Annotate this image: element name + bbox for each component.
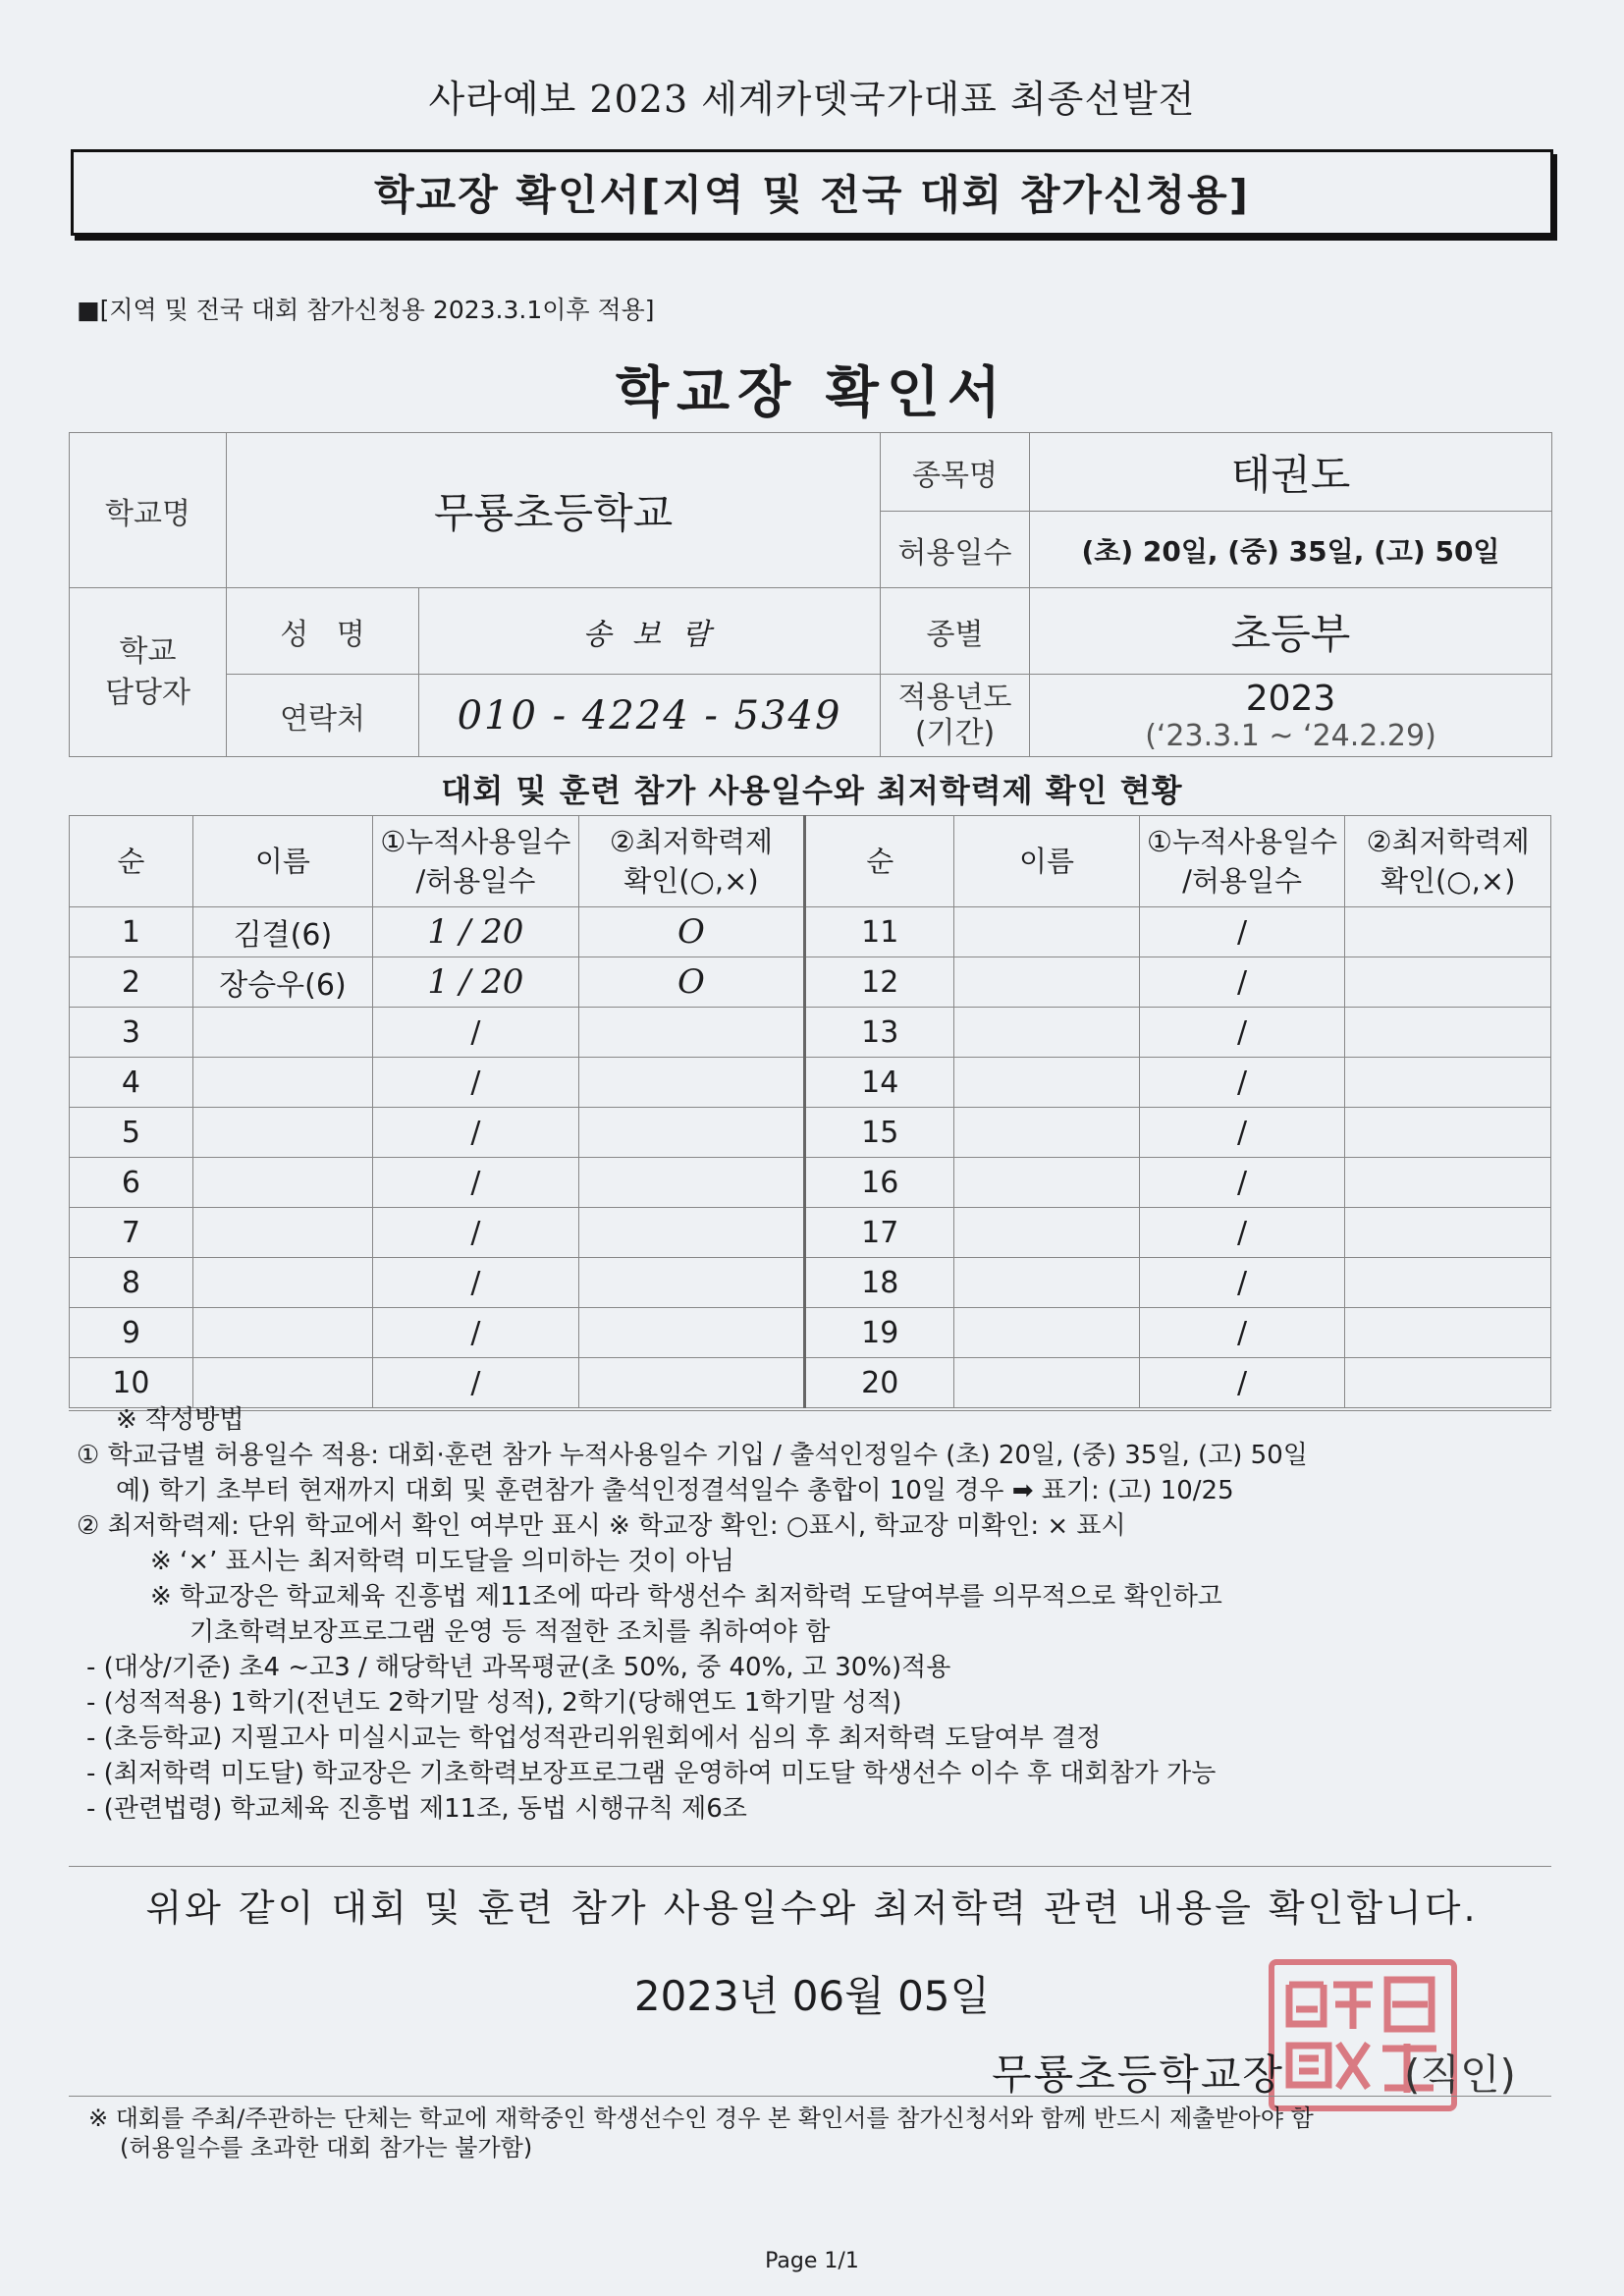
document-title: 학교장 확인서[지역 및 전국 대회 참가신청용] bbox=[374, 171, 1250, 219]
cell-no: 19 bbox=[805, 1308, 954, 1358]
cell-no: 18 bbox=[805, 1258, 954, 1308]
school-label: 학교명 bbox=[70, 433, 227, 588]
divider bbox=[69, 2096, 1551, 2097]
participation-table bbox=[69, 815, 1551, 1408]
period-value: (‘23.3.1 ~ ‘24.2.29) bbox=[1145, 718, 1436, 753]
allowed-days-value: (초) 20일, (중) 35일, (고) 50일 bbox=[1030, 512, 1552, 588]
cell-days: / bbox=[1139, 1258, 1345, 1308]
cell-days: 1 / 20 bbox=[373, 957, 579, 1008]
school-name: 무룡초등학교 bbox=[227, 433, 881, 588]
cell-check bbox=[578, 1308, 805, 1358]
cell-no: 16 bbox=[805, 1158, 954, 1208]
contact-value: 010 - 4224 - 5349 bbox=[419, 675, 881, 757]
cell-check bbox=[578, 1008, 805, 1058]
table-row bbox=[70, 1308, 1551, 1358]
cell-name bbox=[954, 1108, 1140, 1158]
cell-no: 9 bbox=[70, 1308, 193, 1358]
document-title-box bbox=[71, 149, 1553, 236]
footnote-line: ※ 대회를 주최/주관하는 단체는 학교에 재학중인 학생선수인 경우 본 확인서를 참가신청서와 함께 반드시 제출받아야 함 bbox=[88, 2105, 1314, 2132]
year-cell bbox=[1030, 675, 1552, 757]
staff-name-signature: 송 보 람 bbox=[419, 588, 881, 675]
info-table bbox=[69, 432, 1552, 757]
instruction-line: - (관련법령) 학교체육 진흥법 제11조, 동법 시행규칙 제6조 bbox=[86, 1794, 747, 1824]
cell-name bbox=[954, 907, 1140, 957]
col-no-header: 순 bbox=[805, 816, 954, 907]
seal-label: (직인) bbox=[1404, 2050, 1516, 2099]
cell-name bbox=[954, 1058, 1140, 1108]
cell-check bbox=[1345, 1258, 1551, 1308]
cell-days: / bbox=[373, 1358, 579, 1408]
cell-check bbox=[578, 1358, 805, 1408]
staff-label: 학교 담당자 bbox=[70, 588, 227, 757]
instruction-line: - (대상/기준) 초4 ~고3 / 해당학년 과목평균(초 50%, 중 40%, 고 30%)적용 bbox=[86, 1653, 951, 1682]
cell-no: 12 bbox=[805, 957, 954, 1008]
cell-no: 6 bbox=[70, 1158, 193, 1208]
cell-days: / bbox=[373, 1208, 579, 1258]
instruction-line: 기초학력보장프로그램 운영 등 적절한 조치를 취하여야 함 bbox=[189, 1617, 831, 1647]
cell-days: / bbox=[1139, 957, 1345, 1008]
cell-check bbox=[1345, 957, 1551, 1008]
cell-days: / bbox=[1139, 1108, 1345, 1158]
cell-name bbox=[192, 1308, 372, 1358]
cell-name bbox=[954, 1358, 1140, 1408]
col-days-header: ①누적사용일수 /허용일수 bbox=[1139, 816, 1345, 907]
instructions bbox=[77, 1402, 1549, 1827]
footnote-line: (허용일수를 초과한 대회 참가는 불가함) bbox=[120, 2134, 533, 2161]
instruction-line: 예) 학기 초부터 현재까지 대회 및 훈련참가 출석인정결석일수 총합이 10일 경우 ➡ 표기: (고) 10/25 bbox=[116, 1476, 1234, 1505]
category-label: 종별 bbox=[881, 588, 1030, 675]
cell-days: / bbox=[373, 1108, 579, 1158]
cell-no: 17 bbox=[805, 1208, 954, 1258]
divider bbox=[69, 1866, 1551, 1867]
cell-days: / bbox=[373, 1308, 579, 1358]
cell-days: / bbox=[373, 1258, 579, 1308]
col-check-header: ②최저학력제 확인(○,×) bbox=[578, 816, 805, 907]
cell-no: 13 bbox=[805, 1008, 954, 1058]
cell-no: 7 bbox=[70, 1208, 193, 1258]
cell-check bbox=[578, 1208, 805, 1258]
col-check-header: ②최저학력제 확인(○,×) bbox=[1345, 816, 1551, 907]
table-row bbox=[70, 1108, 1551, 1158]
cell-name bbox=[954, 1308, 1140, 1358]
cell-days: / bbox=[1139, 1308, 1345, 1358]
category-value: 초등부 bbox=[1030, 588, 1552, 675]
cell-name bbox=[954, 1208, 1140, 1258]
event-title: 사라예보 2023 세계카뎃국가대표 최종선발전 bbox=[428, 78, 1196, 121]
cell-check bbox=[578, 1058, 805, 1108]
cell-check bbox=[578, 1158, 805, 1208]
col-no-header: 순 bbox=[70, 816, 193, 907]
table-row bbox=[70, 1208, 1551, 1258]
cell-check: O bbox=[578, 957, 805, 1008]
cell-days: / bbox=[373, 1158, 579, 1208]
cell-name bbox=[954, 1008, 1140, 1058]
cell-days: / bbox=[373, 1058, 579, 1108]
col-name-header: 이름 bbox=[954, 816, 1140, 907]
cell-name: 장승우(6) bbox=[192, 957, 372, 1008]
cell-name bbox=[192, 1108, 372, 1158]
cell-name bbox=[192, 1208, 372, 1258]
cell-days: 1 / 20 bbox=[373, 907, 579, 957]
cell-check bbox=[1345, 1008, 1551, 1058]
cell-name bbox=[954, 957, 1140, 1008]
cell-days: / bbox=[1139, 1008, 1345, 1058]
table-row bbox=[70, 957, 1551, 1008]
allowed-days-label: 허용일수 bbox=[881, 512, 1030, 588]
cell-days: / bbox=[1139, 1158, 1345, 1208]
year-value: 2023 bbox=[1245, 678, 1336, 719]
cell-days: / bbox=[1139, 1208, 1345, 1258]
cell-name bbox=[954, 1158, 1140, 1208]
year-label: 적용년도 (기간) bbox=[881, 675, 1030, 757]
cell-name bbox=[954, 1258, 1140, 1308]
table-row bbox=[70, 1358, 1551, 1408]
instruction-line: ② 최저학력제: 단위 학교에서 확인 여부만 표시 ※ 학교장 확인: ○표시, 학교장 미확인: × 표시 bbox=[77, 1511, 1126, 1541]
page-number: Page 1/1 bbox=[765, 2249, 859, 2273]
instruction-line: ※ 작성방법 bbox=[116, 1405, 244, 1435]
cell-no: 11 bbox=[805, 907, 954, 957]
cell-days: / bbox=[373, 1008, 579, 1058]
issue-date: 2023년 06월 05일 bbox=[633, 1972, 991, 2020]
instruction-line: ① 학교급별 허용일수 적용: 대회·훈련 참가 누적사용일수 기입 / 출석인정일수 (초) 20일, (중) 35일, (고) 50일 bbox=[77, 1441, 1308, 1470]
footnote bbox=[88, 2104, 1561, 2162]
cell-name: 김결(6) bbox=[192, 907, 372, 957]
cell-no: 2 bbox=[70, 957, 193, 1008]
cell-no: 20 bbox=[805, 1358, 954, 1408]
cell-check bbox=[1345, 1208, 1551, 1258]
table-row bbox=[70, 1258, 1551, 1308]
page-title: 학교장 확인서 bbox=[615, 361, 1009, 425]
cell-no: 10 bbox=[70, 1358, 193, 1408]
cell-days: / bbox=[1139, 1058, 1345, 1108]
cell-check bbox=[1345, 907, 1551, 957]
cell-name bbox=[192, 1058, 372, 1108]
cell-no: 3 bbox=[70, 1008, 193, 1058]
cell-name bbox=[192, 1358, 372, 1408]
cell-no: 8 bbox=[70, 1258, 193, 1308]
cell-check bbox=[1345, 1308, 1551, 1358]
signer-name: 무룡초등학교장 bbox=[992, 2050, 1285, 2099]
instruction-line: ※ 학교장은 학교체육 진흥법 제11조에 따라 학생선수 최저학력 도달여부를 의무적으로 확인하고 bbox=[150, 1582, 1222, 1612]
instruction-line: - (성적적용) 1학기(전년도 2학기말 성적), 2학기(당해연도 1학기말 성적) bbox=[86, 1688, 902, 1718]
cell-days: / bbox=[1139, 907, 1345, 957]
sport-value: 태권도 bbox=[1030, 433, 1552, 512]
cell-no: 1 bbox=[70, 907, 193, 957]
cell-check bbox=[578, 1108, 805, 1158]
col-days-header: ①누적사용일수 /허용일수 bbox=[373, 816, 579, 907]
staff-name-label: 성 명 bbox=[227, 588, 419, 675]
instruction-line: - (최저학력 미도달) 학교장은 기초학력보장프로그램 운영하여 미도달 학생선수 이수 후 대회참가 가능 bbox=[86, 1759, 1217, 1788]
instruction-line: ※ ‘×’ 표시는 최저학력 미도달을 의미하는 것이 아님 bbox=[150, 1547, 735, 1576]
cell-check bbox=[1345, 1058, 1551, 1108]
cell-check bbox=[1345, 1158, 1551, 1208]
cell-name bbox=[192, 1008, 372, 1058]
cell-no: 5 bbox=[70, 1108, 193, 1158]
table-heading: 대회 및 훈련 참가 사용일수와 최저학력제 확인 현황 bbox=[441, 772, 1183, 809]
cell-name bbox=[192, 1158, 372, 1208]
table-row bbox=[70, 1008, 1551, 1058]
cell-check bbox=[1345, 1108, 1551, 1158]
cell-no: 14 bbox=[805, 1058, 954, 1108]
cell-check bbox=[578, 1258, 805, 1308]
table-row bbox=[70, 907, 1551, 957]
table-row bbox=[70, 1058, 1551, 1108]
col-name-header: 이름 bbox=[192, 816, 372, 907]
cell-check bbox=[1345, 1358, 1551, 1408]
cell-no: 15 bbox=[805, 1108, 954, 1158]
table-row bbox=[70, 1158, 1551, 1208]
applicability-notice: ■[지역 및 전국 대회 참가신청용 2023.3.1이후 적용] bbox=[77, 296, 655, 324]
confirmation-statement: 위와 같이 대회 및 훈련 참가 사용일수와 최저학력 관련 내용을 확인합니다. bbox=[145, 1886, 1479, 1930]
sport-label: 종목명 bbox=[881, 433, 1030, 512]
cell-days: / bbox=[1139, 1358, 1345, 1408]
cell-check: O bbox=[578, 907, 805, 957]
cell-name bbox=[192, 1258, 372, 1308]
contact-label: 연락처 bbox=[227, 675, 419, 757]
cell-no: 4 bbox=[70, 1058, 193, 1108]
instruction-line: - (초등학교) 지필고사 미실시교는 학업성적관리위원회에서 심의 후 최저학력 도달여부 결정 bbox=[86, 1723, 1102, 1753]
